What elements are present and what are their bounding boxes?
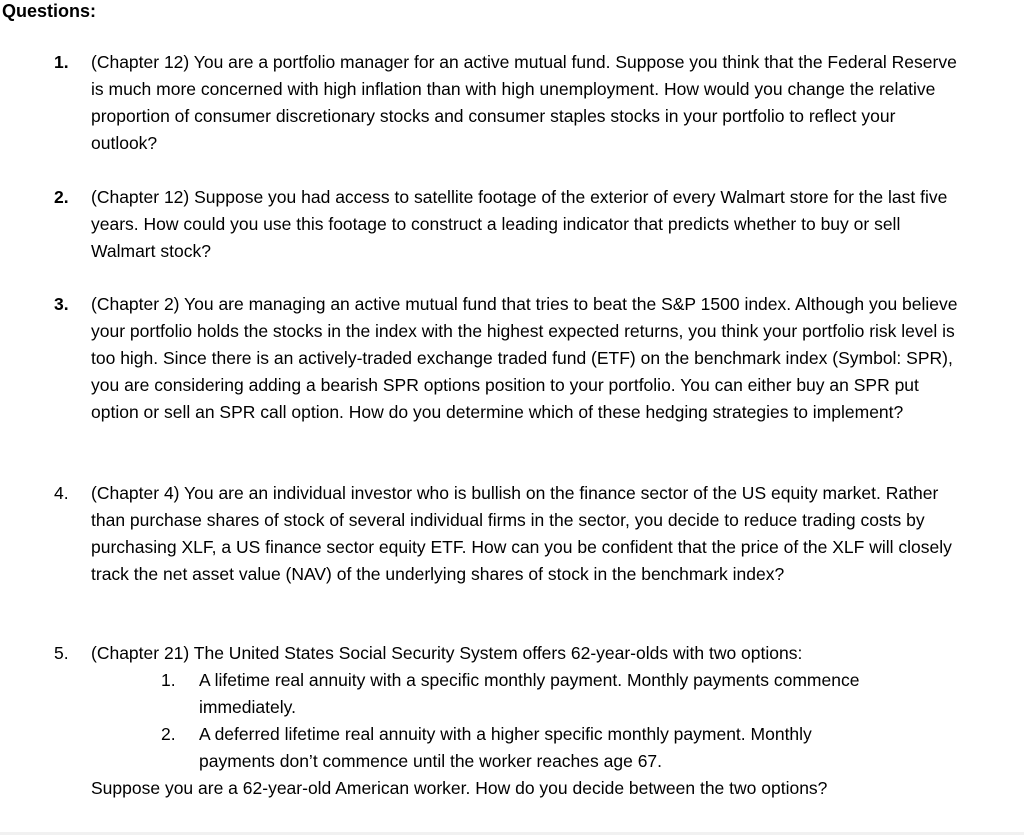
- question-3: [54, 291, 959, 426]
- option-text: A lifetime real annuity with a specific monthly payment. Monthly payments commence immediately.: [199, 670, 860, 717]
- question-4: [54, 480, 959, 588]
- option-number: 1.: [161, 670, 176, 690]
- question-number: 1.: [54, 52, 69, 72]
- option-text: A deferred lifetime real annuity with a higher specific monthly payment. Monthly payments don’t commence until the worker reaches age 67.: [199, 724, 812, 771]
- option-2: [161, 721, 959, 775]
- option-1: [161, 667, 959, 721]
- option-number: 2.: [161, 724, 176, 744]
- question-number: 3.: [54, 294, 69, 314]
- question-number: 4.: [54, 483, 69, 503]
- question-text: (Chapter 12) Suppose you had access to satellite footage of the exterior of every Walmart store for the last five years. How could you use this footage to construct a leading indicator that predicts whether to buy or sell Walmart stock?: [91, 187, 948, 261]
- question-5: [54, 640, 959, 802]
- page-heading: Questions:: [2, 1, 97, 21]
- question-text: (Chapter 12) You are a portfolio manager for an active mutual fund. Suppose you think that the Federal Reserve is much more concerned with high inflation than with high unemployment. How would you change the relative proportion of consumer discretionary stocks and consumer staples stocks in your portfolio to reflect your outlook?: [91, 52, 957, 153]
- question-1: [54, 49, 959, 157]
- question-closing: Suppose you are a 62-year-old American worker. How do you decide between the two options?: [91, 778, 828, 798]
- question-text: (Chapter 21) The United States Social Security System offers 62-year-olds with two options:: [91, 643, 803, 663]
- question-body: [91, 640, 959, 802]
- question-text: (Chapter 2) You are managing an active mutual fund that tries to beat the S&P 1500 index. Although you believe your portfolio holds the stocks in the index with the highest expected returns, you think your portfolio risk level is too high. Since there is an actively-traded exchange traded fund (ETF) on the benchmark index (Symbol: SPR), you are considering adding a bearish SPR options position to your portfolio. You can either buy an SPR put option or sell an SPR call option. How do you determine which of these hedging strategies to implement?: [91, 294, 958, 422]
- question-text: (Chapter 4) You are an individual investor who is bullish on the finance sector of the US equity market. Rather than purchase shares of stock of several individual firms in the sector, you decide to reduce trading costs by purchasing XLF, a US finance sector equity ETF. How can you be confident that the price of the XLF will closely track the net asset value (NAV) of the underlying shares of stock in the benchmark index?: [91, 483, 952, 584]
- question-2: [54, 184, 959, 265]
- question-number: 2.: [54, 187, 69, 207]
- question-number: 5.: [54, 643, 69, 663]
